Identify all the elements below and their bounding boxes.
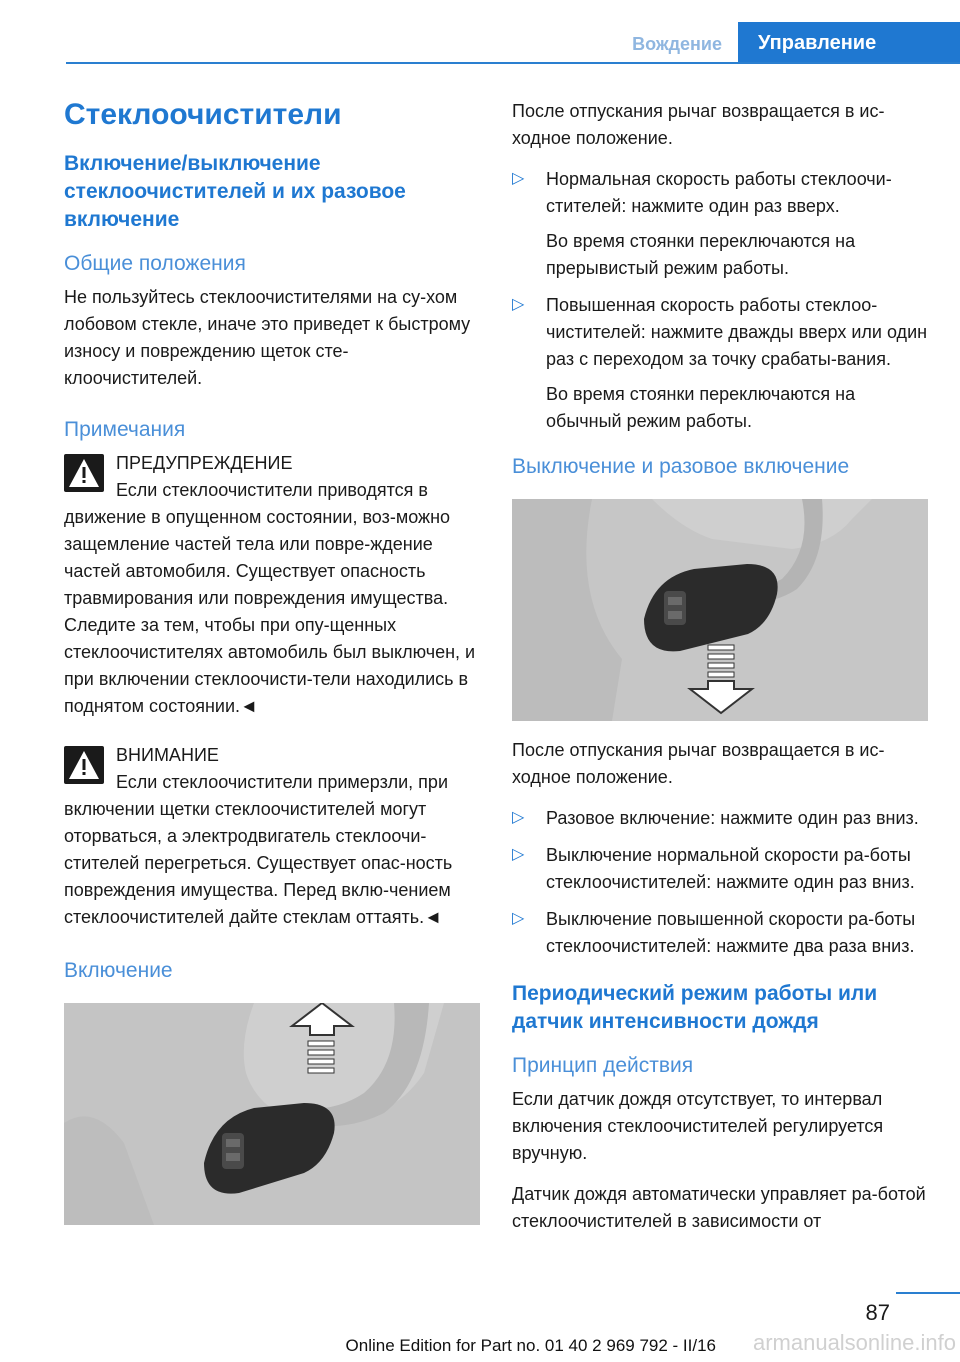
heading-principle: Принцип действия xyxy=(512,1054,694,1077)
warning-text-first-line: Если стеклоочистители приводятся в xyxy=(116,480,428,500)
list-item-text: Разовое включение: нажмите один раз вниз. xyxy=(546,808,919,828)
list-item xyxy=(512,292,928,435)
list-item xyxy=(512,842,928,896)
principle-paragraph-1: Если датчик дождя отсутствует, то интервал включения стеклоочистителей регулируется вручную. xyxy=(512,1089,884,1163)
right-column xyxy=(512,98,928,1249)
list-item xyxy=(512,906,928,960)
triangle-bullet-icon: ▷ xyxy=(512,910,525,927)
warning-text-rest: движение в опущенном состоянии, воз-можно защемление частей тела или повре-ждение частей автомобиля. Существует опасность травмирования или повреждения имущества. Следите за тем, чтобы при опу-щенных стеклоочистителях автомобиль был выключен, и при включении стеклоочисти-тели находились в поднятом состоянии.◄ xyxy=(64,507,476,716)
principle-paragraph-2: Датчик дождя автоматически управляет ра-ботой стеклоочистителей в зависимости от xyxy=(512,1184,926,1231)
heading-general: Общие положения xyxy=(64,252,246,275)
list-item-text: Нормальная скорость работы стеклоочи-стителей: нажмите один раз вверх. xyxy=(546,169,892,216)
caution-triangle-icon xyxy=(64,746,104,784)
triangle-bullet-icon: ▷ xyxy=(512,809,525,826)
tab-controls[interactable]: Управление xyxy=(738,22,960,62)
triangle-bullet-icon: ▷ xyxy=(512,846,525,863)
warning-block xyxy=(64,450,480,720)
list-item xyxy=(512,805,928,832)
page-footer xyxy=(0,1292,960,1362)
triangle-bullet-icon: ▷ xyxy=(512,296,525,313)
footer-rule xyxy=(896,1292,960,1294)
wiper-stalk-up-figure xyxy=(64,1003,480,1225)
caution-block xyxy=(64,742,480,931)
section-heading-switch: Включение/выключение стеклоочистителей и их разовое включение xyxy=(64,152,406,231)
general-paragraph: Не пользуйтесь стеклоочистителями на су-хом лобовом стекле, иначе это приведет к быстрому износу и повреждению щеток сте-клоочистителей. xyxy=(64,287,471,388)
intro-paragraph: После отпускания рычаг возвращается в ис-ходное положение. xyxy=(512,101,885,148)
triangle-bullet-icon: ▷ xyxy=(512,170,525,187)
list-item-note: Во время стоянки переключаются на прерывистый режим работы. xyxy=(546,231,856,278)
tab-driving[interactable]: Вождение xyxy=(632,34,722,54)
warning-text xyxy=(64,477,480,720)
wiper-stalk-down-figure xyxy=(512,499,928,721)
list-item-text: Повышенная скорость работы стеклоо-чистителей: нажмите дважды вверх или один раз с переходом за точку срабаты-вания. xyxy=(546,295,928,369)
caution-text-rest: включении щетки стеклоочистителей могут оторваться, а электродвигатель стеклоочи-стителей перегреться. Существует опас-ность повреждения имущества. Перед вклю-чением стеклоочистителей дайте стеклам оттаять.◄ xyxy=(64,799,453,927)
top-navigation xyxy=(66,22,960,64)
page-title: Стеклоочистители xyxy=(64,98,342,131)
caution-text-first-line: Если стеклоочистители примерзли, при xyxy=(116,772,448,792)
left-column xyxy=(64,98,480,1225)
warning-title: ПРЕДУПРЕЖДЕНИЕ xyxy=(116,453,293,473)
heading-periodic-mode: Периодический режим работы или датчик интенсивности дождя xyxy=(512,982,878,1033)
list-item-text: Выключение нормальной скорости ра-боты стеклоочистителей: нажмите один раз вниз. xyxy=(546,845,915,892)
after-release-paragraph: После отпускания рычаг возвращается в ис-ходное положение. xyxy=(512,740,885,787)
edition-line: Online Edition for Part no. 01 40 2 969 792 - II/16 xyxy=(345,1336,716,1355)
warning-triangle-icon xyxy=(64,454,104,492)
list-item-note: Во время стоянки переключаются на обычный режим работы. xyxy=(546,384,856,431)
heading-notes: Примечания xyxy=(64,418,186,441)
caution-text xyxy=(64,769,480,931)
heading-switch-on: Включение xyxy=(64,959,173,982)
list-item-text: Выключение повышенной скорости ра-боты стеклоочистителей: нажмите два раза вниз. xyxy=(546,909,916,956)
caution-title: ВНИМАНИЕ xyxy=(116,745,219,765)
list-item xyxy=(512,166,928,282)
page-number: 87 xyxy=(865,1300,890,1325)
heading-off-and-single: Выключение и разовое включение xyxy=(512,455,850,478)
watermark: armanualsonline.info xyxy=(752,1330,956,1355)
